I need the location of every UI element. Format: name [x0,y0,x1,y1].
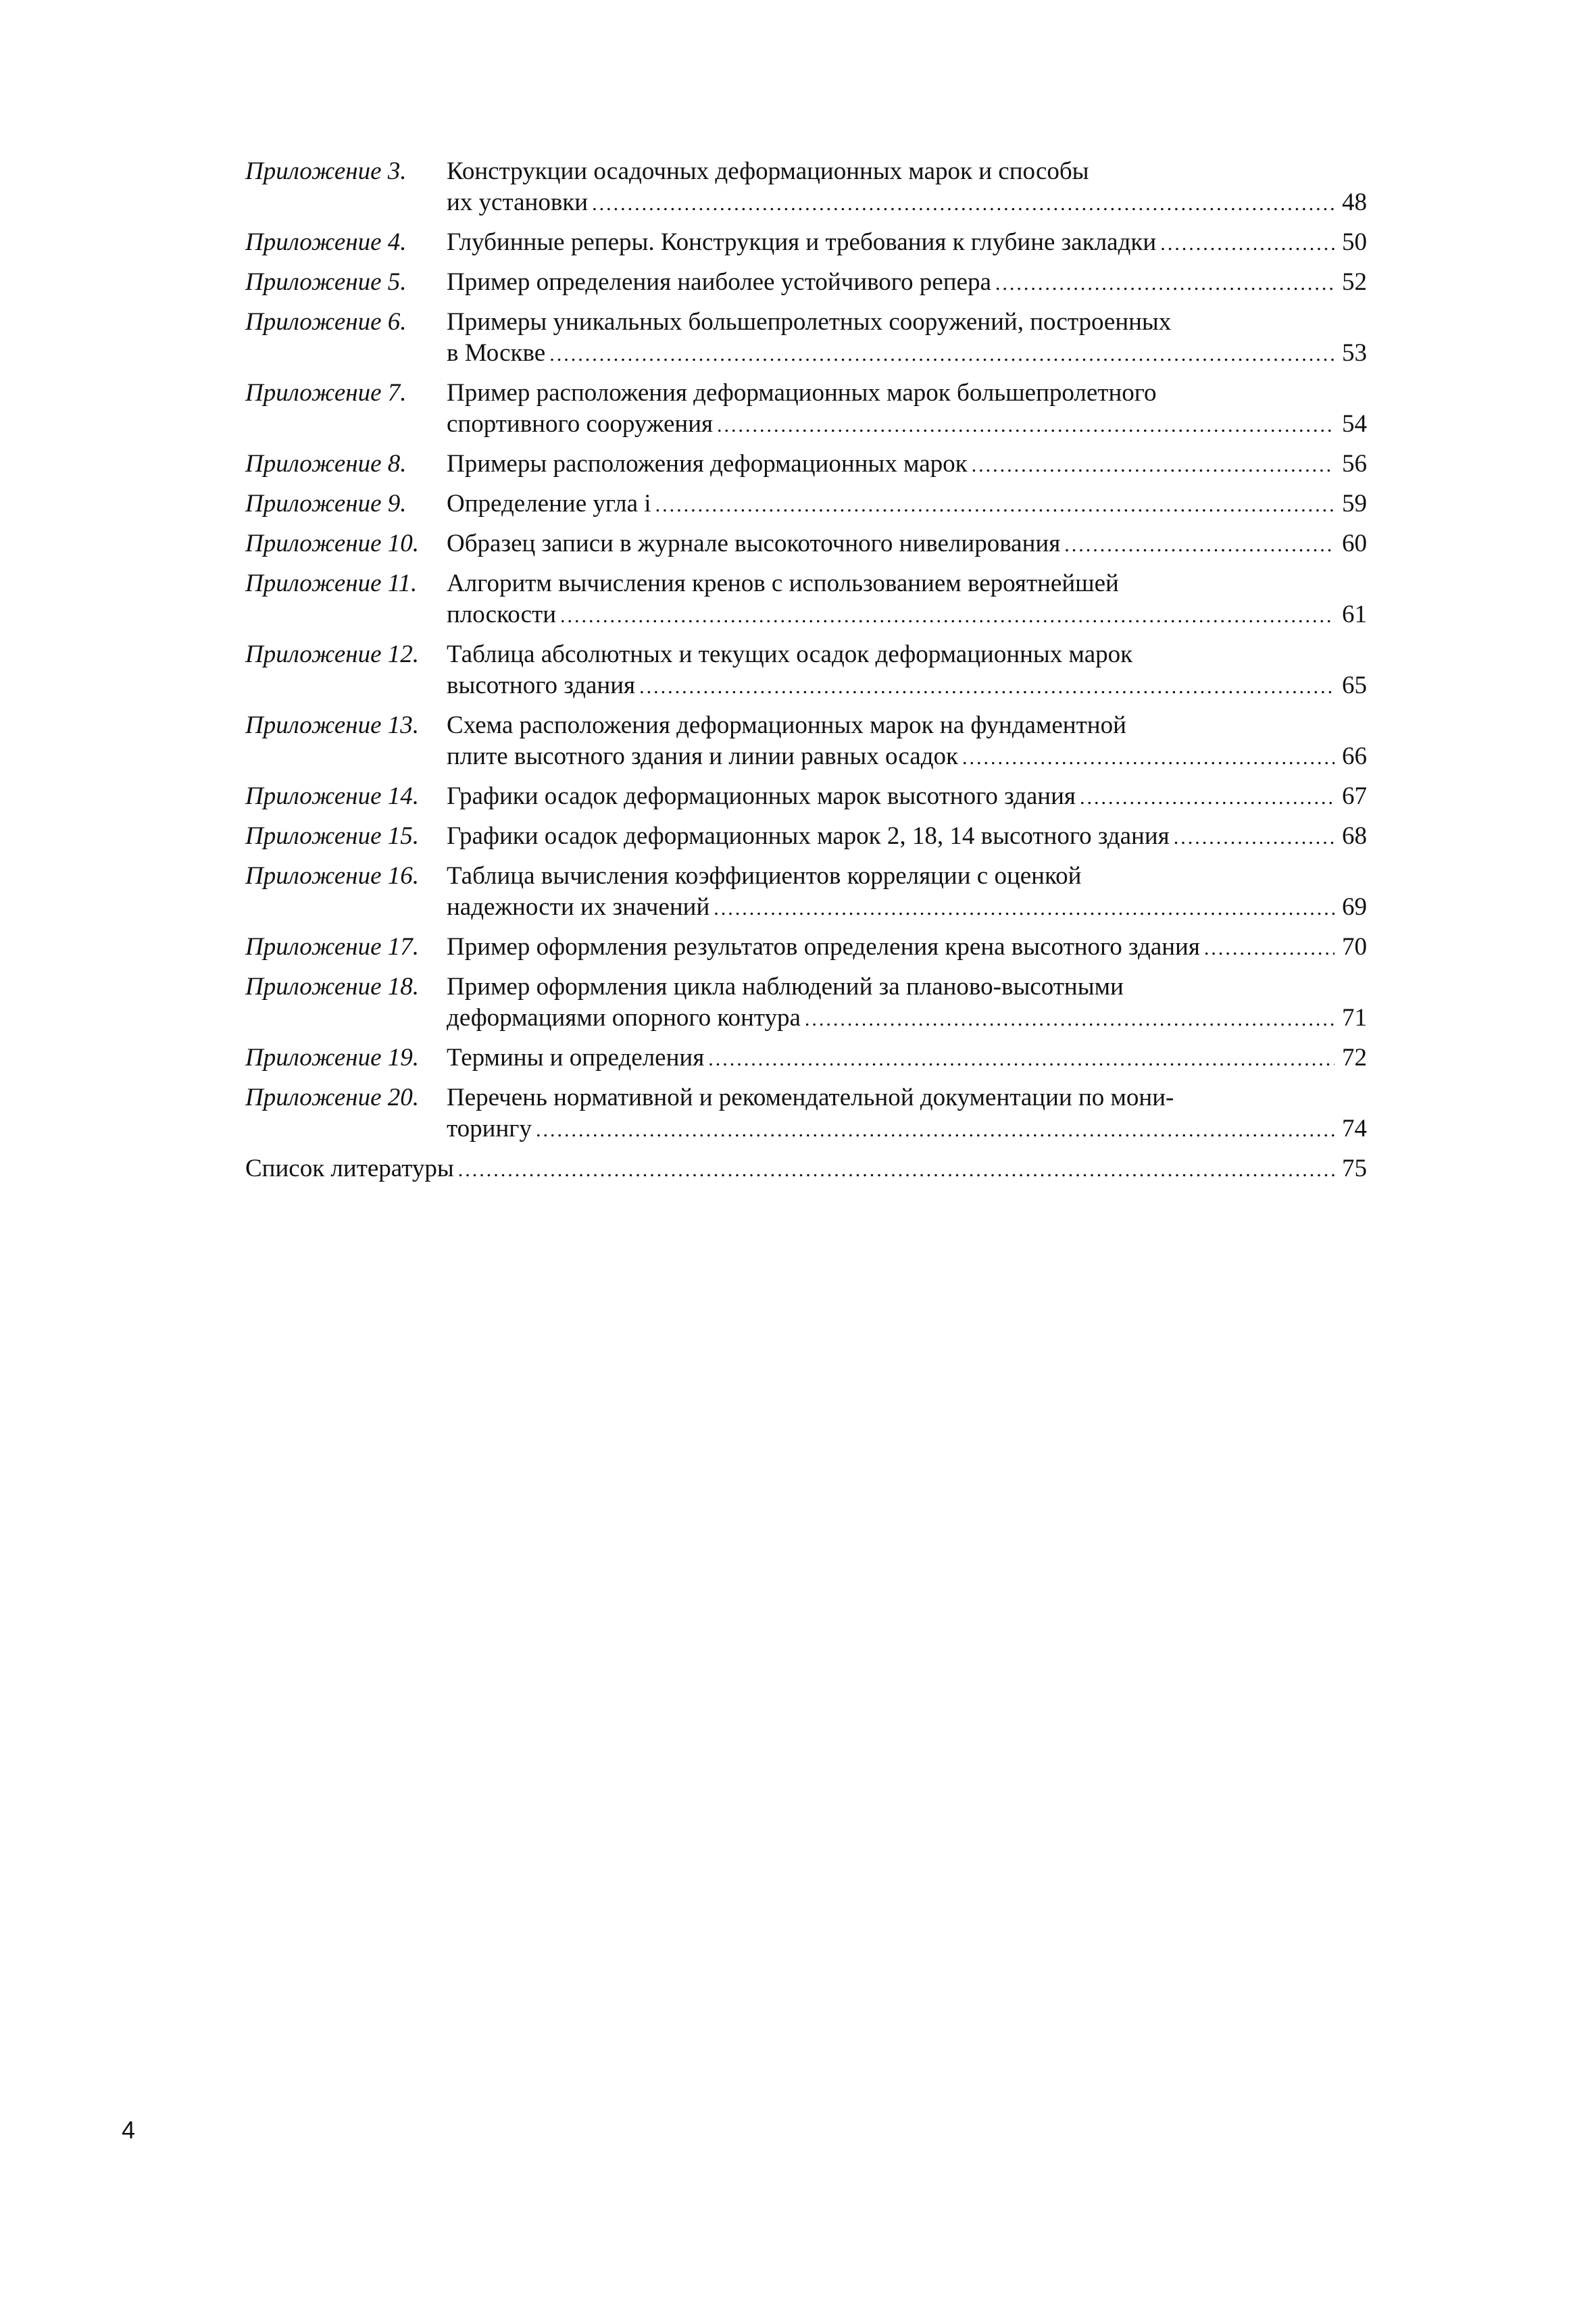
toc-entry-title-line: Глубинные реперы. Конструкция и требования к глубине закладки [447,228,1157,256]
toc-entry[interactable] [245,781,1367,813]
toc-entry-title-line: в Москве [447,339,546,367]
toc-entry-label: Приложение 7. [245,379,407,407]
toc-entry-label: Приложение 3. [245,157,407,185]
toc-entry[interactable] [245,861,1367,924]
toc-entry-title-line: Примеры расположения деформационных марок [447,450,968,478]
toc-entry-label: Приложение 10. [245,530,420,557]
toc-page-number: 65 [1342,672,1367,699]
dot-leader [1160,228,1335,259]
toc-entry-title-line: деформациями опорного контура [447,1004,801,1032]
toc-entry-label: Приложение 6. [245,308,407,336]
toc-entry-label: Приложение 17. [245,933,420,961]
dot-leader [536,1115,1335,1146]
toc-entry-title-line: Образец записи в журнале высокоточного нивелирования [447,530,1061,557]
toc-entry[interactable] [245,156,1367,220]
toc-page-number: 54 [1342,410,1367,438]
toc-entry-title-line: Пример расположения деформационных марок большепролетного [447,379,1157,407]
toc-page-number: 75 [1342,1155,1367,1182]
toc-entry-title-line: Графики осадок деформационных марок высотного здания [447,782,1076,810]
dot-leader [639,672,1335,703]
toc-page-number: 71 [1342,1004,1367,1032]
toc-page-number: 52 [1342,268,1367,296]
toc-entry[interactable] [245,932,1367,964]
dot-leader [717,410,1335,441]
toc-page-number: 59 [1342,490,1367,518]
dot-leader [972,450,1335,481]
page-number: 4 [122,2116,136,2144]
dot-leader [592,188,1335,220]
toc-entry-label: Приложение 5. [245,268,407,296]
toc-entry-label: Приложение 14. [245,782,420,810]
toc-entry-title-line: Конструкции осадочных деформационных марок и способы [447,157,1089,185]
toc-entry-title-line: плоскости [447,601,557,628]
toc-entry-title-line: их установки [447,188,589,216]
toc-entry-title-line: Графики осадок деформационных марок 2, 18, 14 высотного здания [447,822,1170,850]
dot-leader [1080,782,1335,813]
toc-entry[interactable] [245,227,1367,259]
dot-leader [549,339,1335,370]
toc-entry[interactable] [245,639,1367,703]
toc-page-number: 74 [1342,1115,1367,1142]
toc-entry-title-line: высотного здания [447,672,636,699]
dot-leader [995,268,1335,299]
table-of-contents [245,156,1367,1193]
toc-entry[interactable] [245,1082,1367,1146]
toc-entry-title-line: торингу [447,1115,532,1142]
toc-entry[interactable] [245,528,1367,561]
toc-entry-title-line: плите высотного здания и линии равных осадок [447,743,959,770]
toc-entry-title-line: Пример оформления результатов определения крена высотного здания [447,933,1200,961]
toc-entry-bibliography[interactable] [245,1153,1367,1186]
toc-entry[interactable] [245,710,1367,774]
dot-leader [714,893,1335,924]
toc-entry-title-line: Перечень нормативной и рекомендательной документации по мони- [447,1084,1174,1111]
toc-entry[interactable] [245,307,1367,370]
toc-entry-title-line: Примеры уникальных большепролетных сооружений, построенных [447,308,1172,336]
dot-leader [458,1155,1335,1186]
toc-entry-label: Приложение 11. [245,570,418,597]
dot-leader [805,1004,1335,1035]
toc-page-number: 53 [1342,339,1367,367]
toc-entry[interactable] [245,568,1367,632]
toc-entry-title-line: Пример оформления цикла наблюдений за планово-высотными [447,973,1124,1001]
toc-entry-title-line: Алгоритм вычисления кренов с использованием вероятнейшей [447,570,1119,597]
toc-entry[interactable] [245,972,1367,1035]
toc-entry[interactable] [245,267,1367,299]
toc-entry-title-line: Таблица вычисления коэффициентов корреляции с оценкой [447,862,1082,890]
toc-entry-title-line: Определение угла i [447,490,651,518]
toc-page-number: 72 [1342,1044,1367,1072]
toc-page-number: 70 [1342,933,1367,961]
toc-entry[interactable] [245,488,1367,521]
toc-entry-title-line: Список литературы [245,1155,454,1182]
toc-entry[interactable] [245,449,1367,481]
toc-entry-label: Приложение 16. [245,862,420,890]
toc-page-number: 56 [1342,450,1367,478]
toc-entry-title-line: Термины и определения [447,1044,705,1072]
toc-entry-label: Приложение 19. [245,1044,420,1072]
toc-page-number: 61 [1342,601,1367,628]
dot-leader [962,743,1335,774]
toc-entry-title-line: Пример определения наиболее устойчивого репера [447,268,991,296]
dot-leader [1064,530,1335,561]
toc-entry-label: Приложение 8. [245,450,407,478]
toc-entry[interactable] [245,378,1367,441]
toc-page-number: 69 [1342,893,1367,921]
dot-leader [1174,822,1335,853]
dot-leader [1204,933,1335,964]
toc-entry-label: Приложение 15. [245,822,420,850]
toc-entry-label: Приложение 4. [245,228,407,256]
toc-entry-label: Приложение 13. [245,711,420,739]
toc-entry-label: Приложение 18. [245,973,420,1001]
toc-page-number: 68 [1342,822,1367,850]
toc-page-number: 48 [1342,188,1367,216]
toc-entry-title-line: Схема расположения деформационных марок на фундаментной [447,711,1126,739]
dot-leader [708,1044,1335,1075]
toc-entry-label: Приложение 12. [245,640,420,668]
dot-leader [560,601,1335,632]
toc-entry-label: Приложение 9. [245,490,407,518]
toc-entry-title-line: Таблица абсолютных и текущих осадок деформационных марок [447,640,1133,668]
toc-page-number: 60 [1342,530,1367,557]
toc-entry[interactable] [245,1042,1367,1075]
toc-page-number: 67 [1342,782,1367,810]
toc-page-number: 50 [1342,228,1367,256]
toc-entry-label: Приложение 20. [245,1084,420,1111]
toc-entry-title-line: надежности их значений [447,893,710,921]
dot-leader [655,490,1335,521]
toc-page-number: 66 [1342,743,1367,770]
toc-entry-title-line: спортивного сооружения [447,410,714,438]
toc-entry[interactable] [245,821,1367,853]
